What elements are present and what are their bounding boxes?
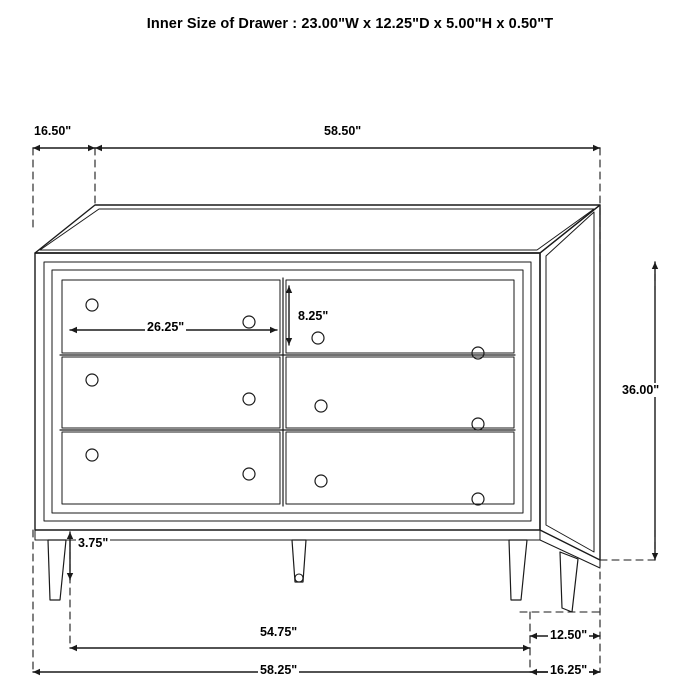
dimension-label-drawer-width: 26.25": [147, 320, 185, 334]
dimension-label-base-depth-outer: 16.25": [550, 663, 588, 677]
dimension-label-width-top: 58.50": [324, 124, 362, 138]
dimension-label-depth-top-left: 16.50": [34, 124, 72, 138]
dimension-label-drawer-height: 8.25": [298, 309, 329, 323]
dimension-label-base-depth-inner: 12.50": [550, 628, 588, 642]
dimension-label-height-right: 36.00": [622, 383, 660, 397]
page-title: Inner Size of Drawer : 23.00"W x 12.25"D x 5.00"H x 0.50"T: [146, 16, 554, 32]
dimension-label-leg-height: 3.75": [78, 536, 109, 550]
dimension-label-base-width-inner: 54.75": [260, 625, 298, 639]
dimension-label-base-width-outer: 58.25": [260, 663, 298, 677]
